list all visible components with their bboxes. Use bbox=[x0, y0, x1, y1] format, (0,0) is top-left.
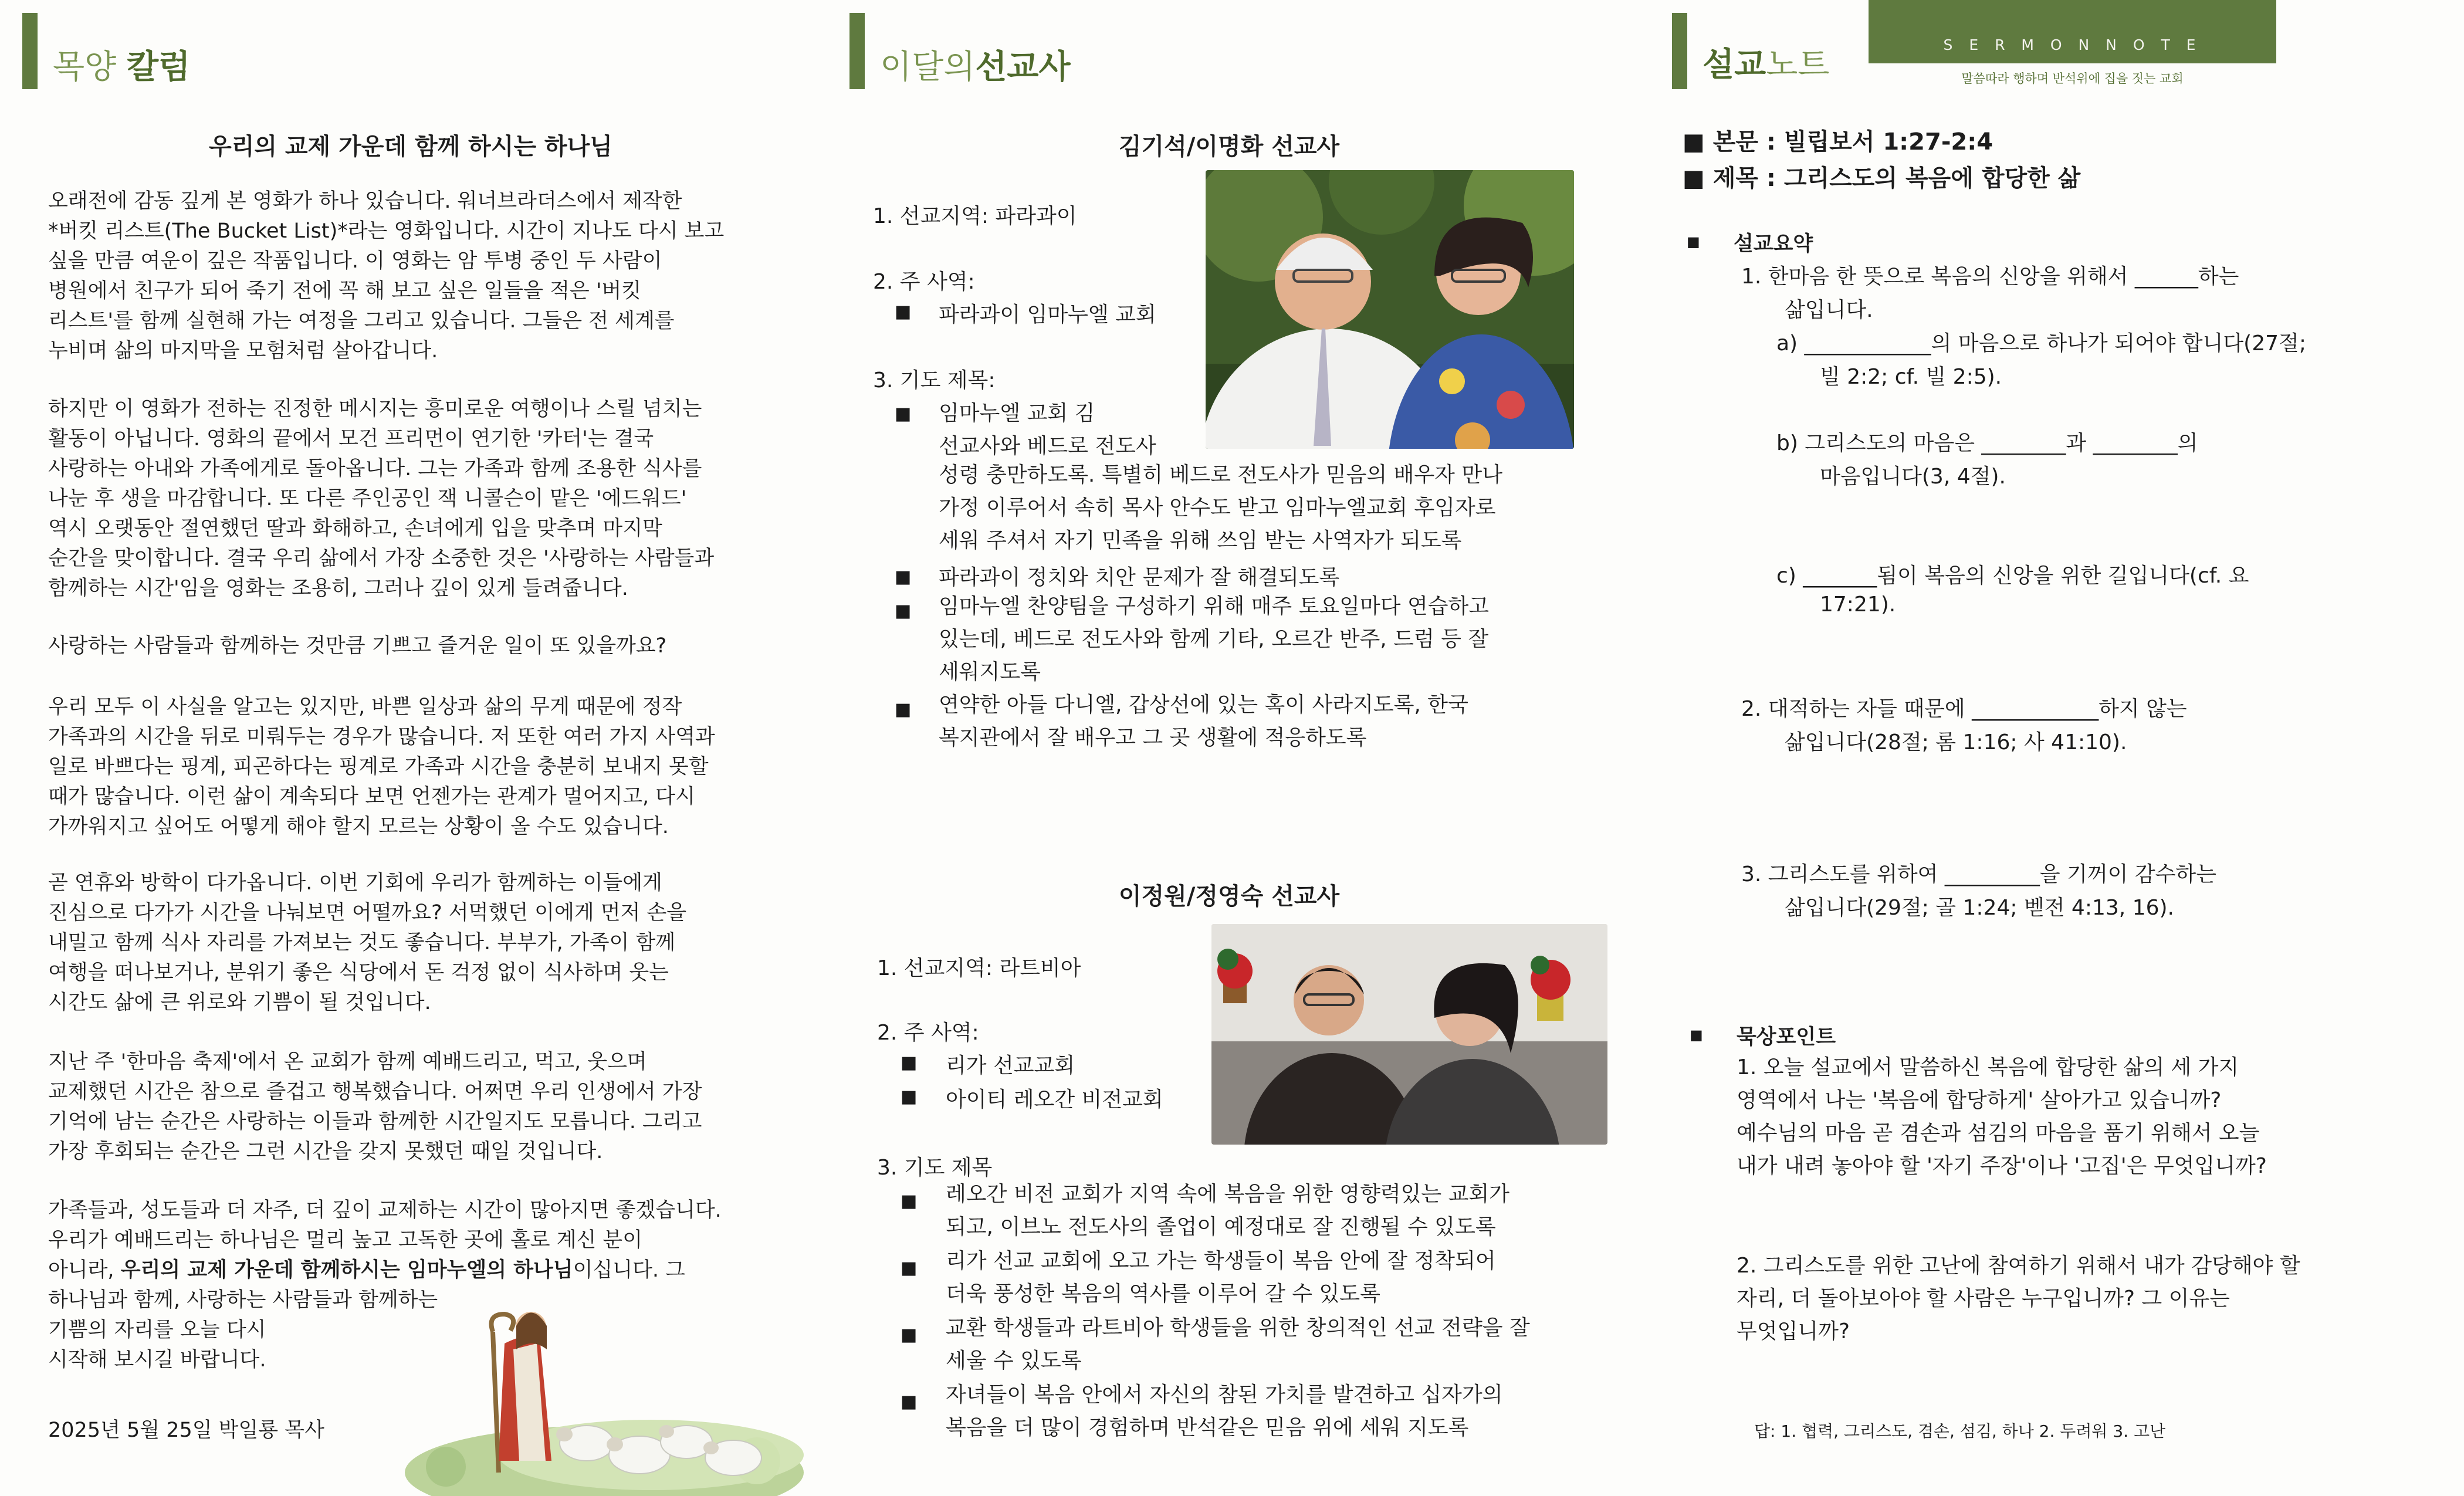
paragraph: 오래전에 감동 깊게 본 영화가 하나 있습니다. 워너브라더스에서 제작한 *버킷 리스트(The Bucket List)*라는 영화입니다. 시간이 지나도 다시 보고 싶을 만큼 여운이 깊은 작품입니다. 이 영화는 암 투병 중인 두 사람이 병원에서 친구가 되어 죽기 전에 꼭 해 보고 싶은 일들을 적은 '버킷 리스트'를 함께 실현해 가는 여정을 그리고 있습니다. 그들은 전 세계를 누비며 삶의 마지막을 모험처럼 살아갑니다. bbox=[48, 189, 725, 363]
paragraph: 사랑하는 사람들과 함께하는 것만큼 기쁘고 즐거운 일이 또 있을까요? bbox=[48, 634, 667, 658]
prayer-item: 선교사와 베드로 전도사 bbox=[939, 434, 1156, 458]
summary-subitem: 빌 2:2; cf. 빌 2:5). bbox=[1820, 365, 2002, 389]
missionary-photo bbox=[1206, 170, 1574, 449]
pastoral-column bbox=[0, 0, 821, 1496]
summary-subitem: 마음입니다(3, 4절). bbox=[1820, 465, 2006, 489]
section-title-prefix: 목양 bbox=[53, 48, 117, 86]
section-marker bbox=[22, 13, 38, 89]
shepherd-illustration bbox=[405, 1285, 804, 1496]
bullet: ■ bbox=[895, 404, 912, 424]
prayer-item: 레오간 비전 교회가 지역 속에 복음을 위한 영향력있는 교회가 되고, 이브노 전도사의 졸업이 예정대로 잘 진행될 수 있도록 bbox=[946, 1182, 1509, 1239]
main-work-item: 아이티 레오간 비전교회 bbox=[946, 1088, 1163, 1112]
missionary-column bbox=[821, 0, 1654, 1496]
section-title-strong: 설교 bbox=[1703, 46, 1766, 84]
main-work-item: 리가 선교교회 bbox=[946, 1054, 1075, 1078]
summary-item: 삶입니다(28절; 롬 1:16; 사 41:10). bbox=[1785, 730, 2127, 754]
summary-subitem: c) _______됨이 복음의 신앙을 위한 길입니다(cf. 요 bbox=[1776, 564, 2249, 588]
mission-region: 1. 선교지역: 라트비아 bbox=[877, 956, 1081, 980]
missionary-name: 김기석/이명화 선교사 bbox=[1118, 133, 1340, 160]
bullet: ■ bbox=[901, 1087, 918, 1107]
summary-item: 1. 한마음 한 뜻으로 복음의 신앙을 위해서 ______하는 bbox=[1741, 265, 2239, 289]
mission-region: 1. 선교지역: 파라과이 bbox=[873, 204, 1077, 228]
prayer-item: 임마누엘 찬양팀을 구성하기 위해 매주 토요일마다 연습하고 있는데, 베드로 전도사와 함께 기타, 오르간 반주, 드럼 등 잘 세워지도록 bbox=[939, 594, 1490, 684]
main-work-heading: 2. 주 사역: bbox=[877, 1021, 979, 1045]
section-title-strong: 칼럼 bbox=[127, 48, 191, 86]
prayer-item: 성령 충만하도록. 특별히 베드로 전도사가 믿음의 배우자 만나 가정 이루어서 속히 목사 안수도 받고 임마누엘교회 후임자로 세워 주셔서 자기 민족을 위해 쓰임 받는 사역자가 되도록 bbox=[939, 463, 1502, 553]
prayer-heading: 3. 기도 제목: bbox=[873, 368, 996, 392]
bullet: ■ bbox=[901, 1052, 918, 1073]
section-title bbox=[53, 41, 190, 88]
prayer-item: 리가 선교 교회에 오고 가는 학생들이 복음 안에 잘 정착되어 더욱 풍성한 복음의 역사를 이루어 갈 수 있도록 bbox=[946, 1249, 1496, 1306]
paragraph: 지난 주 '한마음 축제'에서 온 교회가 함께 예배드리고, 먹고, 웃으며 교제했던 시간은 참으로 즐겁고 행복했습니다. 어쩌면 우리 인생에서 가장 기억에 남는 순간은 사랑하는 이들과 함께한 시간일지도 모릅니다. 그리고 가장 후회되는 순간은 그런 시간을 갖지 못했던 때일 것입니다. bbox=[48, 1050, 702, 1163]
section-marker bbox=[1672, 13, 1687, 89]
section-title-strong: 선교사 bbox=[975, 48, 1071, 86]
section-title-suffix: 노트 bbox=[1766, 46, 1830, 84]
section-marker bbox=[849, 13, 865, 89]
closing-text: 가족들과, 성도들과 더 자주, 더 깊이 교제하는 시간이 많아지면 좋겠습니다. 우리가 예배드리는 하나님은 멀리 높고 고독한 곳에 홀로 계신 분이 아니라, bbox=[48, 1199, 722, 1282]
paragraph: 하지만 이 영화가 전하는 진정한 메시지는 흥미로운 여행이나 스릴 넘치는 활동이 아닙니다. 영화의 끝에서 모건 프리먼이 연기한 '카터'는 결국 사랑하는 아내와 가족에게로 돌아옵니다. 그는 가족과 함께 조용한 식사를 나눈 후 생을 마감합니다. 또 다른 주인공인 잭 니콜슨이 맡은 '에드워드' 역시 오랫동안 절연했던 딸과 화해하고, 손녀에게 입을 맞추며 마지막 순간을 맞이합니다. 결국 우리 삶에서 가장 소중한 것은 '사랑하는 사람들과 함께하는 시간'임을 영화는 조용히, 그러나 깊이 있게 들려줍니다. bbox=[48, 397, 715, 600]
prayer-heading: 3. 기도 제목 bbox=[877, 1156, 993, 1180]
prayer-item: 연약한 아들 다니엘, 갑상선에 있는 혹이 사라지도록, 한국 복지관에서 잘 배우고 그 곳 생활에 적응하도록 bbox=[939, 693, 1468, 750]
banner-title: S E R M O N N O T E bbox=[1943, 36, 2202, 53]
meditation-item: 1. 오늘 설교에서 말씀하신 복음에 합당한 삶의 세 가지 영역에서 나는 '복음에 합당하게' 살아가고 있습니까? 예수님의 마음 곧 겸손과 섬김의 마음을 품기 위해서 오늘 내가 내려 놓아야 할 '자기 주장'이나 '고집'은 무엇입니까? bbox=[1737, 1055, 2267, 1178]
summary-item: 3. 그리스도를 위하여 _________을 기꺼이 감수하는 bbox=[1741, 862, 2216, 886]
sermon-title: ■ 제목 : 그리스도의 복음에 합당한 삶 bbox=[1683, 165, 2081, 192]
paragraph: 곧 연휴와 방학이 다가옵니다. 이번 기회에 우리가 함께하는 이들에게 진심으로 다가가 시간을 나눠보면 어떨까요? 서먹했던 이에게 먼저 손을 내밀고 함께 식사 자리를 가져보는 것도 좋습니다. 부부가, 가족이 함께 여행을 떠나보거나, 분위기 좋은 식당에서 돈 걱정 없이 식사하며 웃는 시간도 삶에 큰 위로와 기쁨이 될 것입니다. bbox=[48, 871, 687, 1014]
summary-heading: 설교요약 bbox=[1734, 232, 1813, 256]
missionary-name: 이정원/정영숙 선교사 bbox=[1118, 883, 1340, 910]
bullet: ■ bbox=[895, 567, 912, 587]
answer-key: 답: 1. 협력, 그리스도, 겸손, 섬김, 하나 2. 두려워 3. 고난 bbox=[1754, 1421, 2166, 1441]
prayer-item: 임마누엘 교회 김 bbox=[939, 401, 1095, 425]
bullet: ■ bbox=[901, 1392, 918, 1412]
missionary-photo bbox=[1211, 924, 1607, 1145]
section-title bbox=[1703, 39, 1829, 86]
sermon-note-column bbox=[1654, 0, 2464, 1496]
paragraph: 우리 모두 이 사실을 알고는 있지만, 바쁜 일상과 삶의 무게 때문에 정작 가족과의 시간을 뒤로 미뤄두는 경우가 많습니다. 저 또한 여러 가지 사역과 일로 바쁘다는 핑계, 피곤하다는 핑계로 가족과 시간을 충분히 보내지 못할 때가 많습니다. 이런 삶이 계속되다 보면 언젠가는 관계가 멀어지고, 다시 가까워지고 싶어도 어떻게 해야 할지 모르는 상황이 올 수도 있습니다. bbox=[48, 695, 715, 838]
bullet: ■ bbox=[895, 601, 912, 621]
signature: 2025년 5월 25일 박일룡 목사 bbox=[48, 1419, 324, 1442]
meditation-item: 2. 그리스도를 위한 고난에 참여하기 위해서 내가 감당해야 할 자리, 더 돌아보아야 할 사람은 누구입니까? 그 이유는 무엇입니까? bbox=[1737, 1254, 2300, 1343]
meditation-heading: 묵상포인트 bbox=[1737, 1025, 1836, 1049]
summary-item: 삶입니다(29절; 골 1:24; 벧전 4:13, 16). bbox=[1785, 896, 2174, 920]
scripture-reference: ■ 본문 : 빌립보서 1:27-2:4 bbox=[1683, 128, 1993, 155]
banner-subtitle: 말씀따라 행하며 반석위에 집을 짓는 교회 bbox=[1961, 72, 2184, 86]
bullet: ■ bbox=[895, 302, 912, 322]
summary-item: 2. 대적하는 자들 때문에 ____________하지 않는 bbox=[1741, 697, 2187, 721]
bullet: ■ bbox=[901, 1258, 918, 1278]
bullet: ■ bbox=[901, 1325, 918, 1345]
summary-subitem: 17:21). bbox=[1820, 593, 1896, 617]
section-title-prefix: 이달의 bbox=[880, 48, 976, 86]
prayer-item: 교환 학생들과 라트비아 학생들을 위한 창의적인 선교 전략을 잘 세울 수 있도록 bbox=[946, 1316, 1530, 1373]
section-title bbox=[880, 41, 1071, 88]
bullet: ■ bbox=[901, 1191, 918, 1211]
sermon-banner bbox=[1869, 0, 2276, 63]
summary-subitem: a) ____________의 마음으로 하나가 되어야 합니다(27절; bbox=[1776, 331, 2306, 356]
bullet: ■ bbox=[895, 699, 912, 720]
main-work-heading: 2. 주 사역: bbox=[873, 270, 975, 294]
column-title: 우리의 교제 가운데 함께 하시는 하나님 bbox=[209, 133, 612, 160]
bullet: ■ bbox=[1687, 233, 1700, 250]
closing-emphasis: 우리의 교제 가운데 함께하시는 임마누엘의 하나님 bbox=[120, 1258, 573, 1282]
prayer-item: 파라과이 정치와 치안 문제가 잘 해결되도록 bbox=[939, 566, 1340, 590]
summary-subitem: b) 그리스도의 마음은 ________과 ________의 bbox=[1776, 431, 2198, 455]
main-work-item: 파라과이 임마누엘 교회 bbox=[939, 303, 1156, 327]
summary-item: 삶입니다. bbox=[1785, 298, 1873, 322]
prayer-item: 자녀들이 복음 안에서 자신의 참된 가치를 발견하고 십자가의 복음을 더 많이 경험하며 반석같은 믿음 위에 세워 지도록 bbox=[946, 1383, 1503, 1440]
bullet: ■ bbox=[1690, 1027, 1703, 1043]
closing-text: 이십니다. 그 하나님과 함께, 사랑하는 사람들과 함께하는 기쁨의 자리를 오늘 다시 시작해 보시길 바랍니다. bbox=[48, 1258, 685, 1372]
